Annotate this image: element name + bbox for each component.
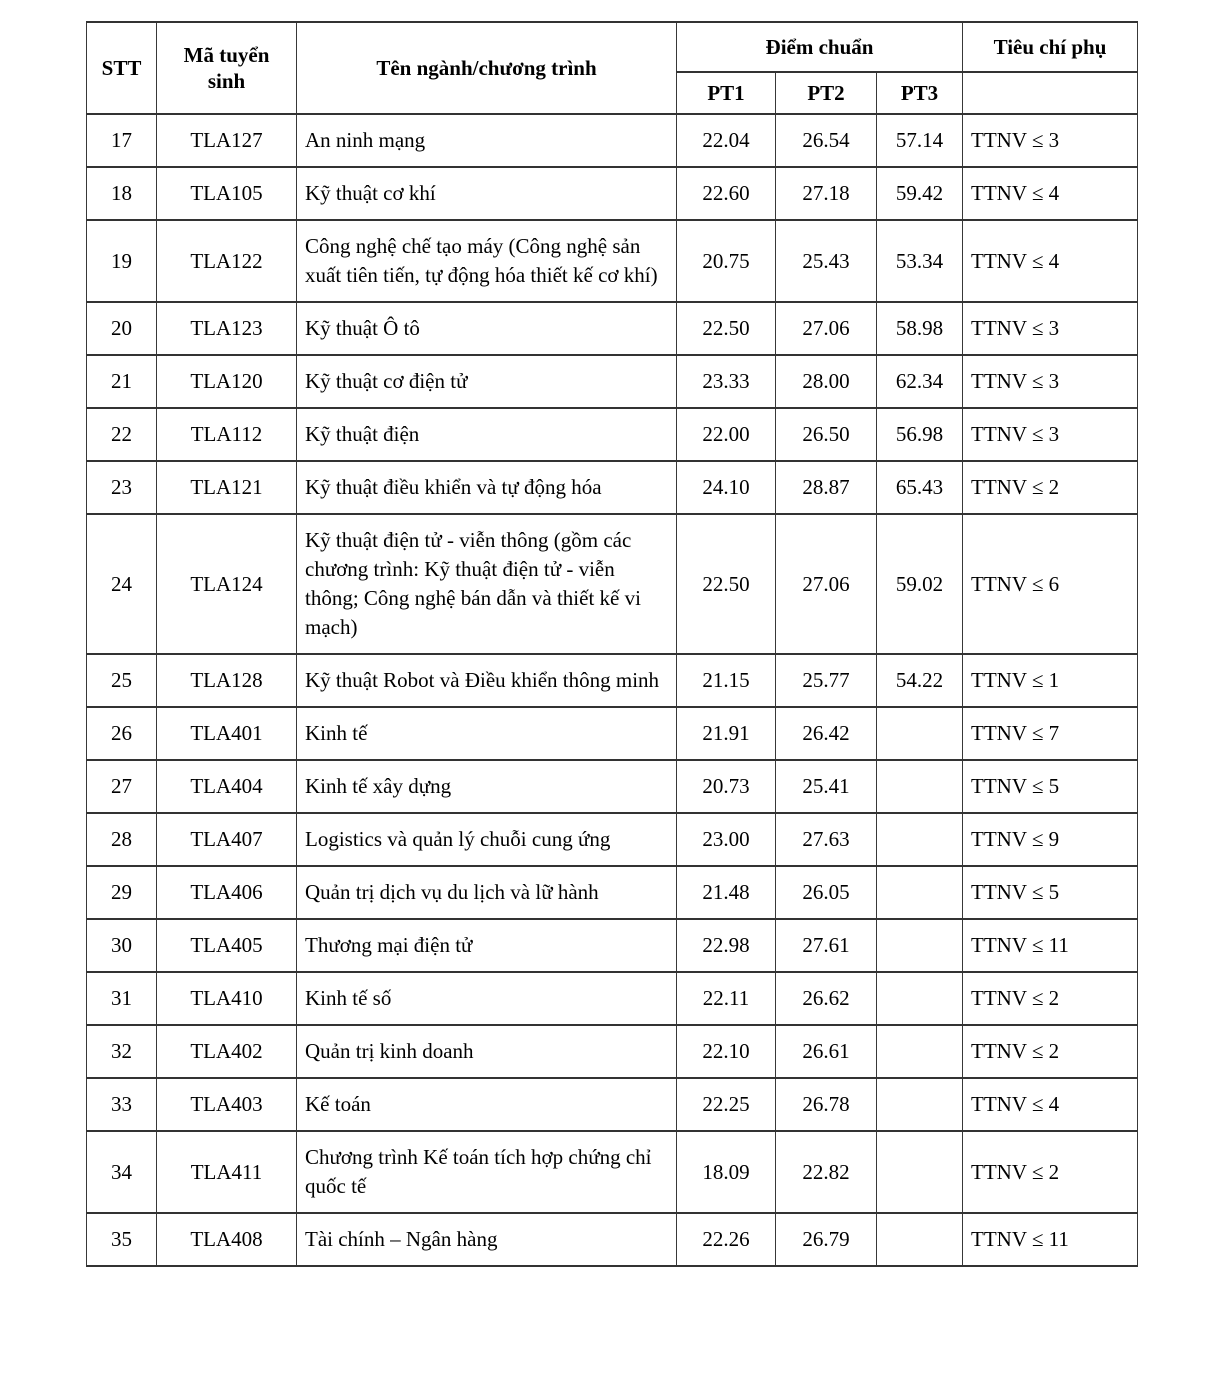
row-admission-code: TLA410 (157, 972, 297, 1025)
table-body (87, 114, 1138, 1266)
header-pt3: PT3 (877, 72, 963, 114)
row-program-name: Kỹ thuật cơ khí (297, 167, 677, 220)
header-admission-code: Mã tuyển sinh (157, 22, 297, 114)
row-pt1-score: 22.50 (677, 302, 776, 355)
row-secondary-criteria: TTNV ≤ 3 (963, 408, 1138, 461)
row-pt2-score: 26.78 (776, 1078, 877, 1131)
row-pt2-score: 28.00 (776, 355, 877, 408)
row-pt1-score: 21.48 (677, 866, 776, 919)
row-pt1-score: 23.00 (677, 813, 776, 866)
row-secondary-criteria: TTNV ≤ 3 (963, 302, 1138, 355)
row-pt1-score: 22.04 (677, 114, 776, 167)
table-row (87, 167, 1138, 220)
row-pt2-score: 26.05 (776, 866, 877, 919)
row-pt1-score: 22.50 (677, 514, 776, 654)
row-pt1-score: 22.98 (677, 919, 776, 972)
row-index: 32 (87, 1025, 157, 1078)
table-row (87, 654, 1138, 707)
row-pt3-score (877, 1078, 963, 1131)
table-row (87, 408, 1138, 461)
row-secondary-criteria: TTNV ≤ 4 (963, 1078, 1138, 1131)
row-pt2-score: 26.61 (776, 1025, 877, 1078)
row-pt2-score: 27.18 (776, 167, 877, 220)
admission-scores-table (86, 21, 1138, 1267)
row-pt1-score: 21.91 (677, 707, 776, 760)
row-admission-code: TLA403 (157, 1078, 297, 1131)
row-pt2-score: 26.42 (776, 707, 877, 760)
row-secondary-criteria: TTNV ≤ 4 (963, 220, 1138, 302)
header-program-name: Tên ngành/chương trình (297, 22, 677, 114)
row-index: 22 (87, 408, 157, 461)
row-pt3-score: 62.34 (877, 355, 963, 408)
row-pt3-score (877, 760, 963, 813)
row-admission-code: TLA405 (157, 919, 297, 972)
row-pt1-score: 18.09 (677, 1131, 776, 1213)
row-pt2-score: 26.79 (776, 1213, 877, 1266)
row-secondary-criteria: TTNV ≤ 3 (963, 114, 1138, 167)
row-pt2-score: 26.54 (776, 114, 877, 167)
table-row (87, 707, 1138, 760)
row-secondary-criteria: TTNV ≤ 5 (963, 866, 1138, 919)
row-secondary-criteria: TTNV ≤ 9 (963, 813, 1138, 866)
row-program-name: Quản trị kinh doanh (297, 1025, 677, 1078)
row-pt1-score: 23.33 (677, 355, 776, 408)
header-pt1: PT1 (677, 72, 776, 114)
row-secondary-criteria: TTNV ≤ 2 (963, 972, 1138, 1025)
row-pt2-score: 25.41 (776, 760, 877, 813)
row-index: 24 (87, 514, 157, 654)
row-admission-code: TLA124 (157, 514, 297, 654)
row-index: 31 (87, 972, 157, 1025)
row-pt3-score (877, 1131, 963, 1213)
row-pt3-score (877, 866, 963, 919)
row-pt3-score (877, 1025, 963, 1078)
row-admission-code: TLA406 (157, 866, 297, 919)
table-row (87, 866, 1138, 919)
row-pt1-score: 20.73 (677, 760, 776, 813)
row-pt3-score: 59.02 (877, 514, 963, 654)
row-program-name: Kỹ thuật điện tử - viễn thông (gồm các chương trình: Kỹ thuật điện tử - viễn thông; Công nghệ bán dẫn và thiết kế vi mạch) (297, 514, 677, 654)
row-pt3-score: 59.42 (877, 167, 963, 220)
row-index: 25 (87, 654, 157, 707)
row-pt1-score: 22.10 (677, 1025, 776, 1078)
row-pt1-score: 24.10 (677, 461, 776, 514)
row-program-name: Thương mại điện tử (297, 919, 677, 972)
table-header (87, 22, 1138, 114)
row-secondary-criteria: TTNV ≤ 4 (963, 167, 1138, 220)
row-pt2-score: 27.06 (776, 514, 877, 654)
header-benchmark-score: Điểm chuẩn (677, 22, 963, 72)
row-pt2-score: 25.43 (776, 220, 877, 302)
row-index: 33 (87, 1078, 157, 1131)
row-admission-code: TLA408 (157, 1213, 297, 1266)
row-admission-code: TLA127 (157, 114, 297, 167)
row-program-name: Kỹ thuật điều khiển và tự động hóa (297, 461, 677, 514)
row-index: 26 (87, 707, 157, 760)
row-program-name: Kỹ thuật cơ điện tử (297, 355, 677, 408)
row-pt2-score: 22.82 (776, 1131, 877, 1213)
table-row (87, 1078, 1138, 1131)
row-pt3-score (877, 919, 963, 972)
row-admission-code: TLA123 (157, 302, 297, 355)
table-row (87, 220, 1138, 302)
row-secondary-criteria: TTNV ≤ 2 (963, 1131, 1138, 1213)
row-secondary-criteria: TTNV ≤ 11 (963, 1213, 1138, 1266)
row-admission-code: TLA407 (157, 813, 297, 866)
row-program-name: Kỹ thuật điện (297, 408, 677, 461)
row-admission-code: TLA402 (157, 1025, 297, 1078)
row-pt2-score: 26.50 (776, 408, 877, 461)
row-program-name: Kế toán (297, 1078, 677, 1131)
row-pt3-score: 54.22 (877, 654, 963, 707)
row-secondary-criteria: TTNV ≤ 7 (963, 707, 1138, 760)
header-secondary-criteria-empty-cell (963, 72, 1138, 114)
row-pt1-score: 21.15 (677, 654, 776, 707)
row-index: 27 (87, 760, 157, 813)
table-row (87, 813, 1138, 866)
row-program-name: Công nghệ chế tạo máy (Công nghệ sản xuất tiên tiến, tự động hóa thiết kế cơ khí) (297, 220, 677, 302)
row-index: 19 (87, 220, 157, 302)
row-admission-code: TLA411 (157, 1131, 297, 1213)
row-admission-code: TLA121 (157, 461, 297, 514)
row-pt1-score: 22.60 (677, 167, 776, 220)
row-pt3-score: 65.43 (877, 461, 963, 514)
row-index: 28 (87, 813, 157, 866)
table-row (87, 1025, 1138, 1078)
row-pt3-score (877, 1213, 963, 1266)
row-admission-code: TLA120 (157, 355, 297, 408)
header-pt2: PT2 (776, 72, 877, 114)
row-program-name: Kinh tế số (297, 972, 677, 1025)
row-program-name: Quản trị dịch vụ du lịch và lữ hành (297, 866, 677, 919)
row-index: 34 (87, 1131, 157, 1213)
row-index: 29 (87, 866, 157, 919)
row-index: 35 (87, 1213, 157, 1266)
row-program-name: Kỹ thuật Robot và Điều khiển thông minh (297, 654, 677, 707)
row-secondary-criteria: TTNV ≤ 6 (963, 514, 1138, 654)
table-row (87, 1131, 1138, 1213)
row-secondary-criteria: TTNV ≤ 3 (963, 355, 1138, 408)
table-row (87, 355, 1138, 408)
row-index: 20 (87, 302, 157, 355)
row-pt2-score: 26.62 (776, 972, 877, 1025)
row-pt3-score: 57.14 (877, 114, 963, 167)
row-pt2-score: 27.61 (776, 919, 877, 972)
row-program-name: Kinh tế xây dựng (297, 760, 677, 813)
row-pt3-score (877, 813, 963, 866)
row-program-name: An ninh mạng (297, 114, 677, 167)
table-row (87, 114, 1138, 167)
row-secondary-criteria: TTNV ≤ 5 (963, 760, 1138, 813)
header-stt: STT (87, 22, 157, 114)
table-row (87, 760, 1138, 813)
row-program-name: Kỹ thuật Ô tô (297, 302, 677, 355)
row-program-name: Chương trình Kế toán tích hợp chứng chỉ quốc tế (297, 1131, 677, 1213)
row-pt3-score: 56.98 (877, 408, 963, 461)
row-pt1-score: 20.75 (677, 220, 776, 302)
row-pt2-score: 28.87 (776, 461, 877, 514)
row-pt2-score: 27.63 (776, 813, 877, 866)
row-index: 23 (87, 461, 157, 514)
row-admission-code: TLA112 (157, 408, 297, 461)
row-pt1-score: 22.11 (677, 972, 776, 1025)
row-index: 17 (87, 114, 157, 167)
row-admission-code: TLA105 (157, 167, 297, 220)
row-secondary-criteria: TTNV ≤ 2 (963, 1025, 1138, 1078)
row-program-name: Kinh tế (297, 707, 677, 760)
row-pt2-score: 25.77 (776, 654, 877, 707)
header-secondary-criteria: Tiêu chí phụ (963, 22, 1138, 72)
row-admission-code: TLA401 (157, 707, 297, 760)
row-pt2-score: 27.06 (776, 302, 877, 355)
row-pt1-score: 22.00 (677, 408, 776, 461)
row-pt3-score: 53.34 (877, 220, 963, 302)
row-pt1-score: 22.25 (677, 1078, 776, 1131)
row-index: 21 (87, 355, 157, 408)
row-secondary-criteria: TTNV ≤ 2 (963, 461, 1138, 514)
row-program-name: Logistics và quản lý chuỗi cung ứng (297, 813, 677, 866)
row-index: 18 (87, 167, 157, 220)
row-secondary-criteria: TTNV ≤ 11 (963, 919, 1138, 972)
row-program-name: Tài chính – Ngân hàng (297, 1213, 677, 1266)
row-pt3-score: 58.98 (877, 302, 963, 355)
row-pt3-score (877, 972, 963, 1025)
row-secondary-criteria: TTNV ≤ 1 (963, 654, 1138, 707)
row-index: 30 (87, 919, 157, 972)
row-pt3-score (877, 707, 963, 760)
row-pt1-score: 22.26 (677, 1213, 776, 1266)
table-row (87, 1213, 1138, 1266)
row-admission-code: TLA128 (157, 654, 297, 707)
table-row (87, 461, 1138, 514)
table-row (87, 919, 1138, 972)
table-row (87, 972, 1138, 1025)
row-admission-code: TLA404 (157, 760, 297, 813)
row-admission-code: TLA122 (157, 220, 297, 302)
table-row (87, 302, 1138, 355)
table-row (87, 514, 1138, 654)
